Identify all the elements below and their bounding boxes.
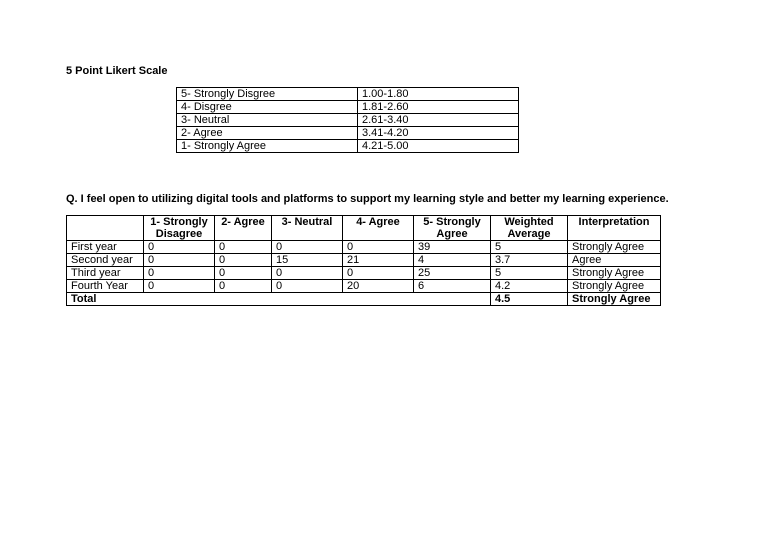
likert-scale-table (176, 87, 519, 153)
scale-row (177, 101, 519, 114)
cell: 6 (414, 280, 491, 293)
header-cell-strongly-agree: 5- Strongly Agree (414, 216, 491, 241)
row-label: Fourth Year (67, 280, 144, 293)
scale-label: 3- Neutral (177, 114, 358, 127)
cell: 0 (144, 280, 215, 293)
scale-row (177, 114, 519, 127)
cell: 0 (272, 241, 343, 254)
scale-range: 1.81-2.60 (358, 101, 519, 114)
header-cell-strongly-disagree: 1- Strongly Disagree (144, 216, 215, 241)
scale-label: 1- Strongly Agree (177, 140, 358, 153)
cell: 0 (215, 241, 272, 254)
cell: 0 (343, 241, 414, 254)
table-row (67, 254, 661, 267)
scale-label: 5- Strongly Disgree (177, 88, 358, 101)
scale-label: 4- Disgree (177, 101, 358, 114)
cell: 0 (144, 267, 215, 280)
cell: 4.2 (491, 280, 568, 293)
total-row (67, 293, 661, 306)
cell: 0 (272, 267, 343, 280)
header-cell-interpretation: Interpretation (568, 216, 661, 241)
row-label: Third year (67, 267, 144, 280)
cell: 0 (144, 254, 215, 267)
table-row (67, 267, 661, 280)
survey-question: Q. I feel open to utilizing digital tools and platforms to support my learning style and better my learning experience. (66, 193, 669, 205)
scale-row (177, 88, 519, 101)
cell: Strongly Agree (568, 280, 661, 293)
cell: 0 (144, 241, 215, 254)
header-cell-neutral: 3- Neutral (272, 216, 343, 241)
cell: Strongly Agree (568, 267, 661, 280)
cell: 21 (343, 254, 414, 267)
total-label: Total (67, 293, 491, 306)
cell: Strongly Agree (568, 241, 661, 254)
scale-range: 2.61-3.40 (358, 114, 519, 127)
header-cell-agree: 2- Agree (215, 216, 272, 241)
likert-scale-title: 5 Point Likert Scale (66, 65, 168, 77)
cell: 15 (272, 254, 343, 267)
header-cell-weighted-average: Weighted Average (491, 216, 568, 241)
total-weighted-average: 4.5 (491, 293, 568, 306)
header-cell-agree-4: 4- Agree (343, 216, 414, 241)
cell: 5 (491, 241, 568, 254)
scale-range: 3.41-4.20 (358, 127, 519, 140)
scale-range: 1.00-1.80 (358, 88, 519, 101)
cell: 25 (414, 267, 491, 280)
total-interpretation: Strongly Agree (568, 293, 661, 306)
cell: 0 (215, 267, 272, 280)
scale-label: 2- Agree (177, 127, 358, 140)
cell: 0 (215, 280, 272, 293)
row-label: First year (67, 241, 144, 254)
scale-range: 4.21-5.00 (358, 140, 519, 153)
table-row (67, 280, 661, 293)
survey-results-table (66, 215, 661, 306)
cell: 0 (272, 280, 343, 293)
cell: 0 (215, 254, 272, 267)
header-cell-blank (67, 216, 144, 241)
cell: 0 (343, 267, 414, 280)
header-row (67, 216, 661, 241)
table-row (67, 241, 661, 254)
cell: 3.7 (491, 254, 568, 267)
cell: 5 (491, 267, 568, 280)
cell: Agree (568, 254, 661, 267)
cell: 4 (414, 254, 491, 267)
cell: 20 (343, 280, 414, 293)
scale-row (177, 127, 519, 140)
cell: 39 (414, 241, 491, 254)
row-label: Second year (67, 254, 144, 267)
scale-row (177, 140, 519, 153)
